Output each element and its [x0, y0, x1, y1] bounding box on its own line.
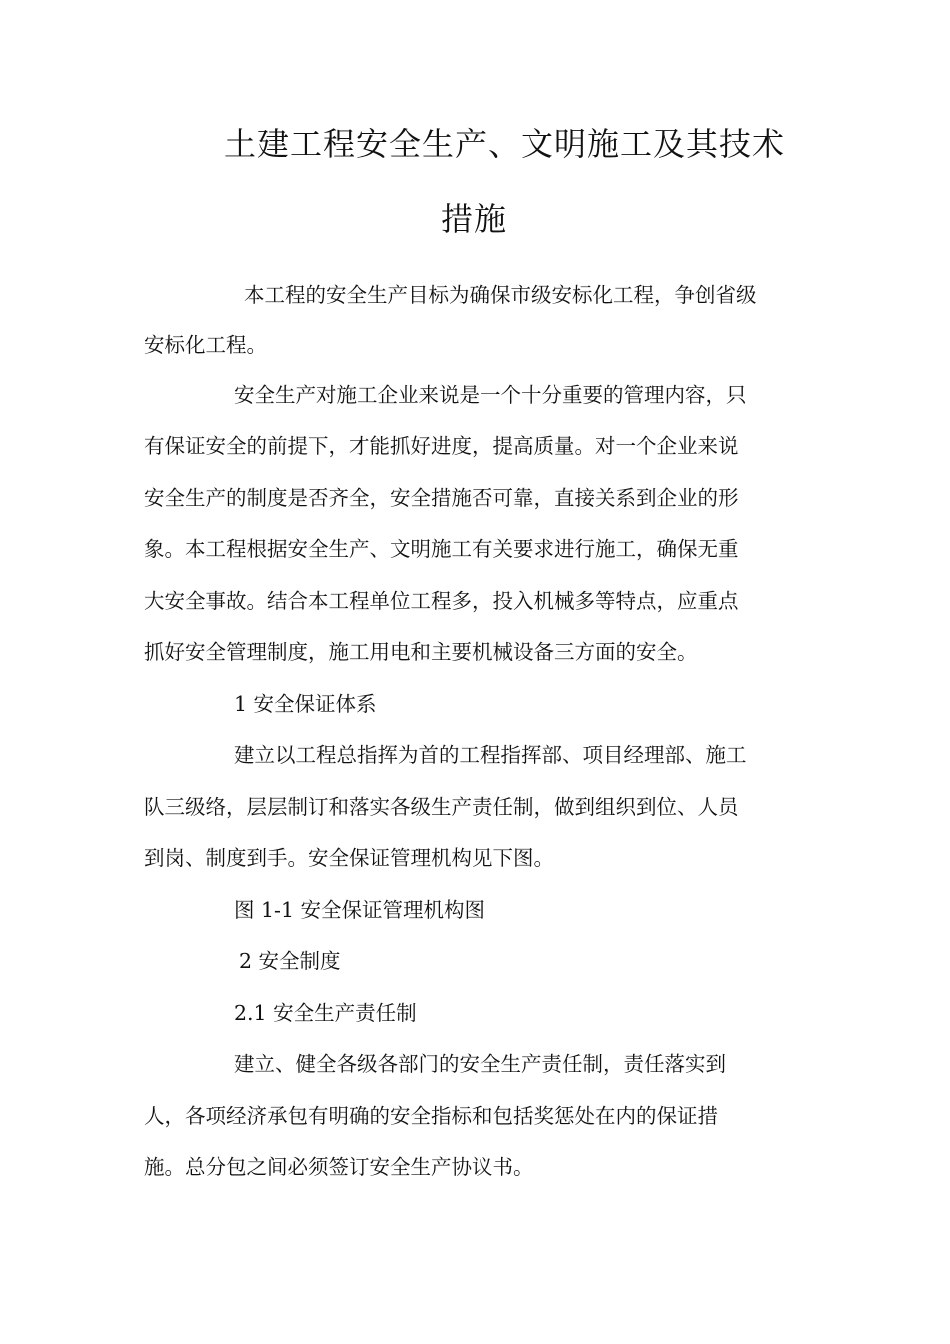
paragraph-text: 象。本工程根据安全生产、文明施工有关要求进行施工，确保无重: [144, 537, 739, 561]
paragraph-text: 抓好安全管理制度，施工用电和主要机械设备三方面的安全。: [144, 640, 698, 664]
paragraph-text: 大安全事故。结合本工程单位工程多，投入机械多等特点，应重点: [144, 589, 739, 613]
paragraph-text: 建立以工程总指挥为首的工程指挥部、项目经理部、施工: [234, 743, 747, 767]
section-heading-text: 2 安全制度: [239, 949, 341, 973]
paragraph-text: 安全生产对施工企业来说是一个十分重要的管理内容，只: [234, 383, 747, 407]
subsection-heading-text: 2.1 安全生产责任制: [234, 1001, 417, 1025]
figure-caption-text: 图 1-1 安全保证管理机构图: [234, 898, 486, 922]
paragraph-text: 到岗、制度到手。安全保证管理机构见下图。: [144, 846, 554, 870]
paragraph-text: 人，各项经济承包有明确的安全指标和包括奖惩处在内的保证措: [144, 1104, 718, 1128]
document-title-line-2: 措施: [441, 200, 508, 238]
paragraph-text: 队三级络，层层制订和落实各级生产责任制，做到组织到位、人员: [144, 795, 739, 819]
paragraph-text: 安全生产的制度是否齐全，安全措施否可靠，直接关系到企业的形: [144, 486, 739, 510]
paragraph-text: 有保证安全的前提下，才能抓好进度，提高质量。对一个企业来说: [144, 434, 739, 458]
paragraph-text: 建立、健全各级各部门的安全生产责任制，责任落实到: [234, 1052, 726, 1076]
paragraph-text: 安标化工程。: [144, 333, 267, 357]
paragraph-text: 施。总分包之间必须签订安全生产协议书。: [144, 1155, 534, 1179]
document-title-line-1: 土建工程安全生产、文明施工及其技术: [224, 125, 786, 163]
section-heading-text: 1 安全保证体系: [234, 692, 377, 716]
paragraph-text: 本工程的安全生产目标为确保市级安标化工程，争创省级: [244, 283, 757, 307]
